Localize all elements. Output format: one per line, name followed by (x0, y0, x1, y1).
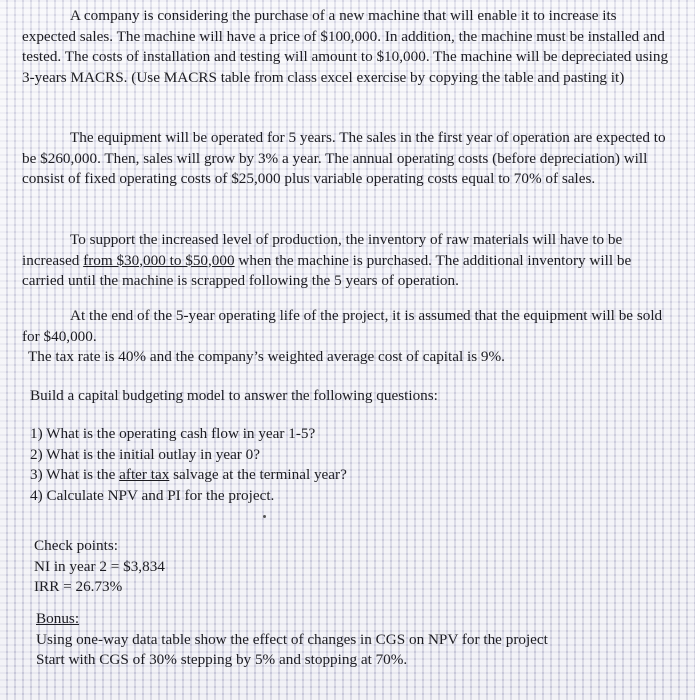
inventory-paragraph (22, 230, 674, 292)
check-point-ni: NI in year 2 = $3,834 (34, 557, 165, 575)
bonus-line-1: Using one-way data table show the effect of changes in CGS on NPV for the project (36, 630, 548, 648)
question-3-start: 3) What is the (30, 466, 120, 483)
instruction-heading: Build a capital budgeting model to answer the following questions: (30, 387, 438, 404)
salvage-paragraph: At the end of the 5-year operating life of the project, it is assumed that the equipment will be sold for $40,000. (22, 307, 663, 345)
inventory-text-start: To support the increased level of production, the inventory of raw materials will have to be increased (22, 231, 623, 269)
operations-paragraph: The equipment will be operated for 5 years. The sales in the first year of operation are expected to be $260,000. Then, sales will grow by 3% a year. The annual operating costs (before depreciation) will consist of fixed operating costs of $25,000 plus variable operating costs equal to 70% of sales. (22, 129, 666, 187)
stray-mark (263, 515, 266, 518)
bonus-block (36, 609, 688, 671)
question-3-end: salvage at the terminal year? (169, 466, 347, 483)
question-3 (30, 465, 682, 486)
question-4: 4) Calculate NPV and PI for the project. (30, 486, 275, 504)
after-tax-underlined: after tax (119, 466, 170, 483)
tax-rate-line: The tax rate is 40% and the company’s weighted average cost of capital is 9%. (28, 348, 505, 365)
check-points-block (34, 536, 686, 598)
inventory-range-underlined: from $30,000 to $50,000 (83, 251, 235, 269)
question-1: 1) What is the operating cash flow in year 1-5? (30, 425, 316, 442)
bonus-heading: Bonus: (36, 610, 80, 627)
inventory-text-end: when the machine is purchased. The additional inventory will be carried until the machine is scrapped following the 5 years of operation. (22, 251, 632, 289)
bonus-line-2: Start with CGS of 30% stepping by 5% and stopping at 70%. (36, 651, 408, 668)
question-list (30, 424, 682, 506)
check-points-heading: Check points: (34, 537, 118, 554)
question-2: 2) What is the initial outlay in year 0? (30, 445, 260, 463)
machine-purchase-paragraph: A company is considering the purchase of a new machine that will enable it to increase its expected sales. The machine will have a price of $100,000. In addition, the machine must be installed and tested. The costs of installation and testing will amount to $10,000. The machine will be depreciated using 3-years MACRS. (Use MACRS table from class excel exercise by copying the table and pasting it) (22, 7, 669, 86)
check-point-irr: IRR = 26.73% (34, 578, 123, 595)
